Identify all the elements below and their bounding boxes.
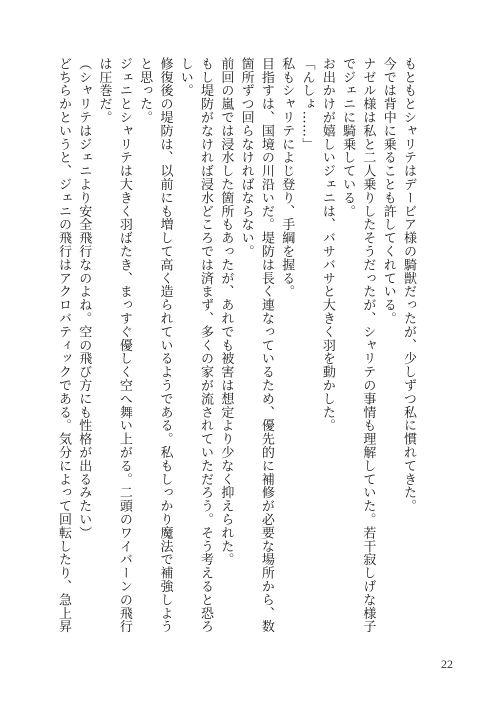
text-line: お出かけが嬉しいジェニは、バサバサと大きく羽を動かした。	[319, 57, 335, 433]
text-line: 今では背中に乗ることも許してくれている。	[380, 57, 396, 325]
text-line: しい。	[177, 57, 193, 98]
page-number: 22	[441, 657, 453, 671]
text-line: ジェニとシャリテは大きく羽ばたき、まっすぐ優しく空へ舞い上がる。二頭のワイバーンの飛行	[116, 57, 132, 634]
text-line: 箇所ずつ回らなければならない。	[238, 57, 254, 258]
text-line: （シャリテはジェニより安全飛行なのよね。空の飛び方にも性格が出るみたい）	[76, 57, 92, 540]
text-line: ナゼル様は私と二人乗りしたそうだったが、シャリテの事情も理解していた。若干寂しげな様子	[360, 57, 376, 634]
text-line: でジェニに騎乗している。	[340, 57, 356, 218]
text-line: 修復後の堤防は、以前にも増して高く造られているようである。私もしっかり魔法で補強しよう	[157, 57, 173, 634]
text-line: どちらかというと、ジェニの飛行はアクロバティックである。気分によって回転したり、急上昇	[55, 57, 71, 634]
text-line: もし堤防がなければ浸水どころでは済まず、多くの家が流されていただろう。そう考えると恐ろ	[198, 57, 214, 634]
vertical-text-body	[55, 57, 418, 634]
text-line: と思った。	[137, 57, 153, 124]
text-line: 目指すは、国境の川沿いだ。堤防は長く連なっているため、優先的に補修が必要な場所から、数	[258, 57, 274, 634]
text-line: 前回の嵐では浸水した箇所もあったが、あれでも被害は想定より少なく抑えられた。	[218, 57, 234, 567]
text-line: 私もシャリテによじ登り、手綱を握る。	[279, 57, 295, 299]
text-line: もともとシャリテはデービア様の騎獣だったが、少しずつ私に慣れてきた。	[401, 57, 416, 513]
text-line: は圧巻だ。	[96, 57, 112, 124]
text-line: 「んしょ……」	[299, 57, 315, 151]
